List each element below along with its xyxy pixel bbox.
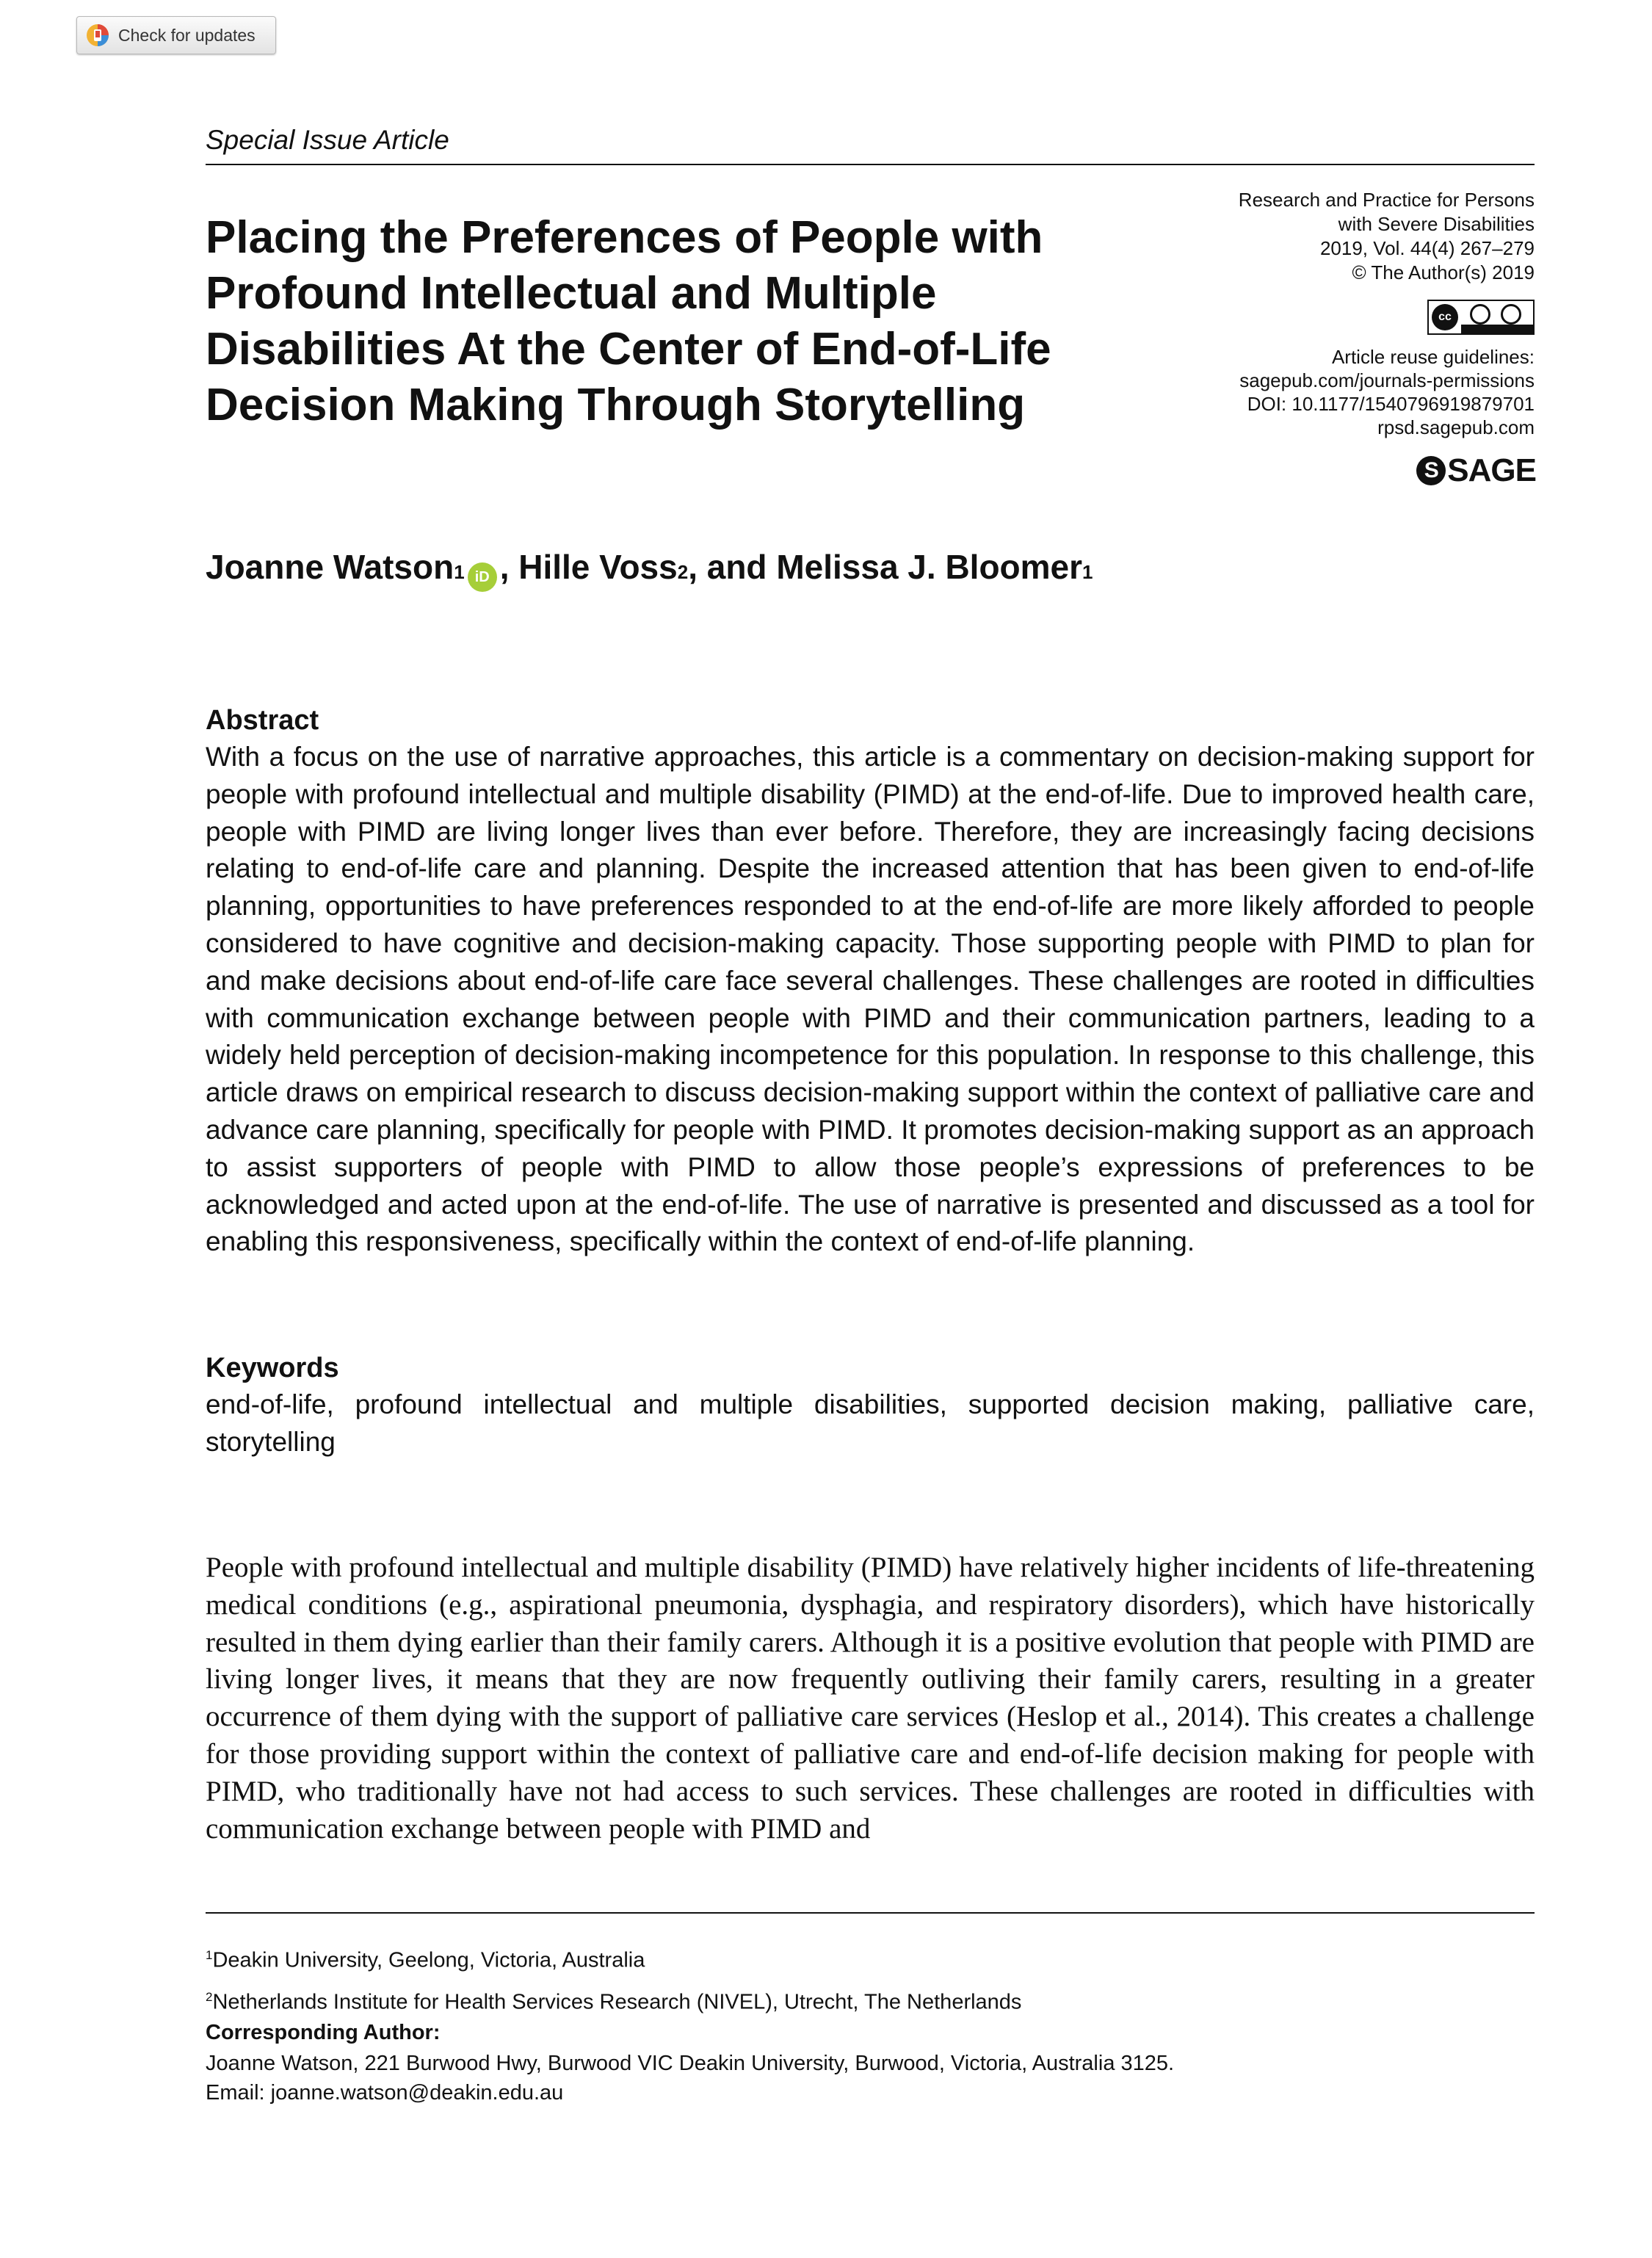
affiliation-sup: 2 [206, 1989, 213, 2004]
reuse-label: Article reuse guidelines: [1331, 346, 1535, 368]
footnote-rule [206, 1912, 1535, 1914]
author-name: Hille Voss [518, 548, 678, 586]
reuse-link[interactable]: sagepub.com/journals-permissions [1239, 369, 1535, 391]
journal-links [1021, 345, 1535, 439]
doi[interactable]: DOI: 10.1177/1540796919879701 [1247, 393, 1535, 415]
author-affiliation-sup: 1 [1082, 561, 1093, 583]
affiliation-text: Netherlands Institute for Health Services Research (NIVEL), Utrecht, The Netherlands [212, 1990, 1022, 2014]
article-title: Placing the Preferences of People with Profound Intellectual and Multiple Disabilities At the Center of End-of-Life Decision Making Through Storytelling [206, 212, 1051, 430]
corresponding-email[interactable]: Email: joanne.watson@deakin.edu.au [206, 2081, 564, 2105]
abstract-heading: Abstract [206, 705, 319, 736]
journal-copyright: © The Author(s) 2019 [1352, 261, 1535, 283]
header-rule [206, 164, 1535, 165]
journal-name-line1: Research and Practice for Persons [1238, 189, 1535, 211]
sage-logo-text: SAGE [1447, 452, 1536, 488]
corresponding-author-heading: Corresponding Author: [206, 2021, 441, 2044]
journal-volume: 2019, Vol. 44(4) 267–279 [1319, 237, 1535, 259]
journal-site-link[interactable]: rpsd.sagepub.com [1377, 416, 1535, 438]
author-affiliation-sup: 2 [677, 561, 689, 583]
author-separator: , [499, 548, 519, 586]
abstract-text: With a focus on the use of narrative approaches, this article is a commentary on decision-making support for people with profound intellectual and multiple disability (PIMD) at the end-of-life. Due to improved health care, people with PIMD are living longer lives than ever before. Therefore, they are increasingly facing decisions relating to end-of-life care and planning. Despite the increased attention that has been given to end-of-life planning, opportunities to have preferences responded to at the end-of-life are more likely afforded to people considered to have cognitive and decision-making capacity. Those supporting people with PIMD to plan for and make decisions about end-of-life care face several challenges. These challenges are rooted in difficulties with communication exchange between people with PIMD and their communication partners, leading to a widely held perception of decision-making incompetence for this population. In response to this challenge, this article draws on empirical research to discuss decision-making support within the context of palliative care and advance care planning, specifically for people with PIMD. It promotes decision-making support as an approach to assist supporters of people with PIMD to allow those people’s expressions of preferences to be acknowledged and acted upon at the end-of-life. The use of narrative is presented and discussed as a tool for enabling this responsiveness, specifically within the context of end-of-life planning. [206, 742, 1535, 1257]
affiliations [206, 1937, 1021, 2020]
cc-by-nc-icon[interactable]: cc [1427, 300, 1535, 335]
check-for-updates-icon [86, 23, 109, 47]
corresponding-author-info [206, 2049, 1174, 2107]
sage-logo [1410, 452, 1536, 489]
keywords-text: end-of-life, profound intellectual and multiple disabilities, supported decision making, palliative care, storytelling [206, 1389, 1535, 1457]
check-for-updates-button[interactable] [76, 16, 276, 54]
sage-mark-icon: S [1416, 456, 1446, 485]
journal-name-line2: with Severe Disabilities [1338, 213, 1535, 235]
orcid-icon[interactable]: iD [468, 562, 497, 592]
affiliation-2 [206, 1979, 1021, 2021]
author-separator: , and [688, 548, 777, 586]
check-for-updates-label: Check for updates [118, 25, 256, 45]
body-paragraph: People with profound intellectual and multiple disability (PIMD) have relatively higher incidents of life-threatening medical conditions (e.g., aspirational pneumonia, dysphagia, and respiratory disorders), which have historically resulted in them dying earlier than their family carers. Although it is a positive evolution that people with PIMD are living longer lives, it means that they are now frequently outliving their family carers, resulting in a greater occurrence of them dying with the support of palliative care services (Heslop et al., 2014). This creates a challenge for those providing support within the context of palliative care and end-of-life decision making for people with PIMD, who traditionally have not had access to such services. These challenges are rooted in difficulties with communication exchange between people with PIMD and [206, 1552, 1535, 1845]
corresponding-address: Joanne Watson, 221 Burwood Hwy, Burwood VIC Deakin University, Burwood, Victoria, Australia 3125. [206, 2052, 1175, 2075]
author-affiliation-sup: 1 [454, 561, 465, 583]
author-list [206, 547, 1093, 589]
affiliation-sup: 1 [206, 1948, 213, 1962]
affiliation-text: Deakin University, Geelong, Victoria, Australia [212, 1948, 645, 1972]
affiliation-1 [206, 1937, 1021, 1979]
keywords-heading: Keywords [206, 1353, 339, 1383]
author-name: Joanne Watson [206, 548, 454, 586]
journal-info [1021, 188, 1535, 285]
author-name: Melissa J. Bloomer [776, 548, 1083, 586]
section-label: Special Issue Article [206, 125, 449, 155]
